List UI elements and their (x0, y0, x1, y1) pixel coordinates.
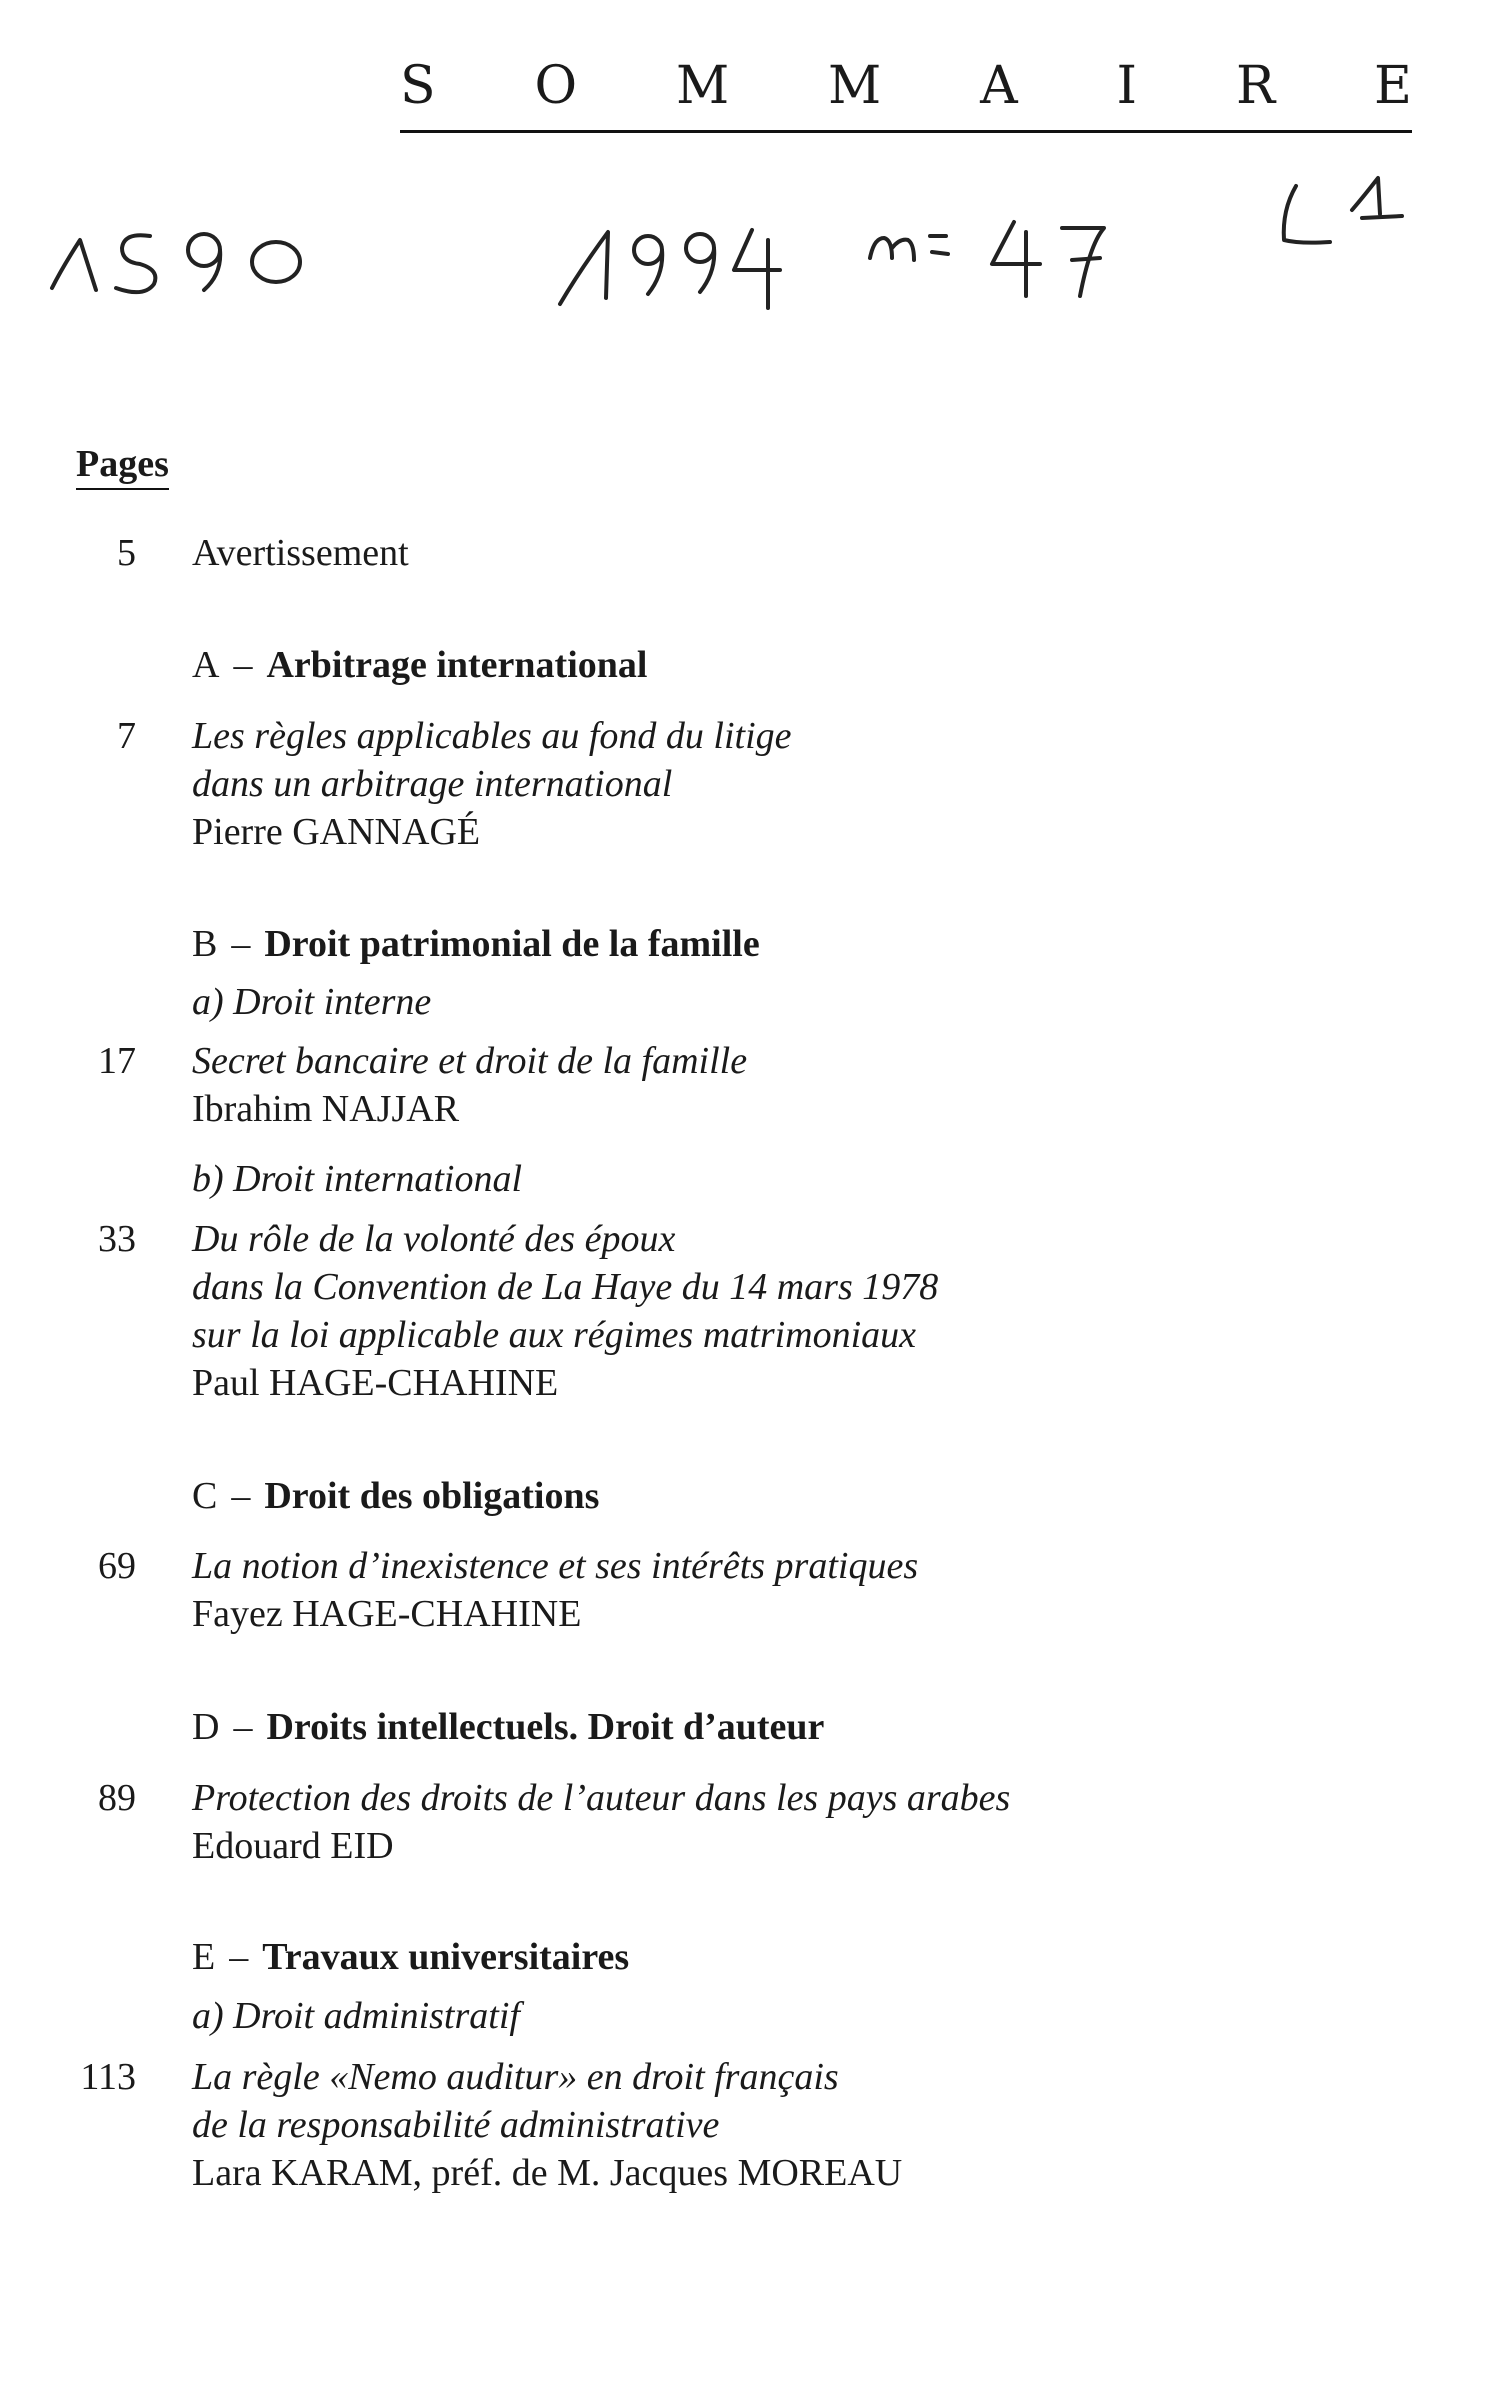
section-heading-a (192, 641, 647, 689)
toc-entry-title: dans un arbitrage international (192, 763, 673, 805)
heading-letter: I (1116, 56, 1138, 116)
heading-letter: O (534, 56, 578, 116)
toc-entry-title: Protection des droits de l’auteur dans les pays arabes (192, 1777, 1011, 1819)
page-number: 113 (80, 2056, 136, 2098)
subsection-heading: a) Droit interne (192, 981, 432, 1023)
heading-rule (400, 130, 1412, 133)
toc-entry-title: Les règles applicables au fond du litige (192, 715, 792, 757)
toc-entry-author: Lara KARAM, préf. de M. Jacques MOREAU (192, 2152, 903, 2194)
section-dash: – (231, 923, 251, 965)
page-number: 7 (117, 715, 136, 757)
toc-entry-author: Edouard EID (192, 1825, 394, 1867)
section-heading-d (192, 1703, 824, 1751)
toc-entry-title: Du rôle de la volonté des époux (192, 1218, 676, 1260)
section-letter: D (192, 1706, 220, 1748)
handwritten-ref-l1 (1284, 178, 1402, 243)
section-title: Arbitrage international (266, 644, 648, 686)
section-heading-e (192, 1933, 629, 1981)
toc-entry-title: Secret bancaire et droit de la famille (192, 1040, 748, 1082)
subsection-heading: a) Droit administratif (192, 1995, 520, 2037)
handwritten-annotations (0, 170, 1504, 350)
handwritten-ref-1994 (560, 230, 780, 308)
heading-letter: M (828, 56, 882, 116)
page-number: 5 (117, 532, 136, 574)
section-title: Droits intellectuels. Droit d’auteur (266, 1706, 825, 1748)
toc-entry-title: sur la loi applicable aux régimes matrimoniaux (192, 1314, 917, 1356)
section-dash: – (233, 1706, 253, 1748)
heading-letter: A (980, 56, 1018, 116)
sommaire-heading (400, 56, 1412, 116)
heading-letter: R (1235, 56, 1276, 116)
heading-letter: E (1373, 56, 1412, 116)
page-number: 33 (98, 1218, 136, 1260)
toc-entry-author: Ibrahim NAJJAR (192, 1088, 460, 1130)
section-title: Droit patrimonial de la famille (264, 923, 760, 965)
section-heading-b (192, 920, 760, 968)
toc-entry-author: Paul HAGE-CHAHINE (192, 1362, 559, 1404)
page-number: 17 (98, 1040, 136, 1082)
toc-entry-title: dans la Convention de La Haye du 14 mars 1978 (192, 1266, 939, 1308)
page-number: 89 (98, 1777, 136, 1819)
toc-entry-title: de la responsabilité administrative (192, 2104, 720, 2146)
toc-entry-author: Fayez HAGE-CHAHINE (192, 1593, 582, 1635)
pages-label: Pages (76, 442, 169, 490)
section-letter: A (192, 644, 220, 686)
subsection-heading: b) Droit international (192, 1158, 523, 1200)
section-heading-c (192, 1472, 599, 1520)
section-letter: B (192, 923, 218, 965)
section-letter: C (192, 1475, 218, 1517)
section-letter: E (192, 1936, 216, 1978)
handwritten-ref-1590 (52, 234, 300, 292)
heading-letter: M (675, 56, 730, 116)
toc-entry-avertissement: Avertissement (192, 532, 409, 574)
section-title: Travaux universitaires (262, 1936, 630, 1978)
toc-entry-title: La notion d’inexistence et ses intérêts pratiques (192, 1545, 919, 1587)
section-dash: – (229, 1936, 249, 1978)
section-title: Droit des obligations (264, 1475, 600, 1517)
heading-letter: S (400, 56, 436, 116)
page-number: 69 (98, 1545, 136, 1587)
toc-entry-author: Pierre GANNAGÉ (192, 811, 481, 853)
toc-entry-title: La règle «Nemo auditur» en droit français (192, 2056, 839, 2098)
handwritten-ref-n47 (870, 222, 1104, 296)
section-dash: – (231, 1475, 251, 1517)
section-dash: – (233, 644, 253, 686)
